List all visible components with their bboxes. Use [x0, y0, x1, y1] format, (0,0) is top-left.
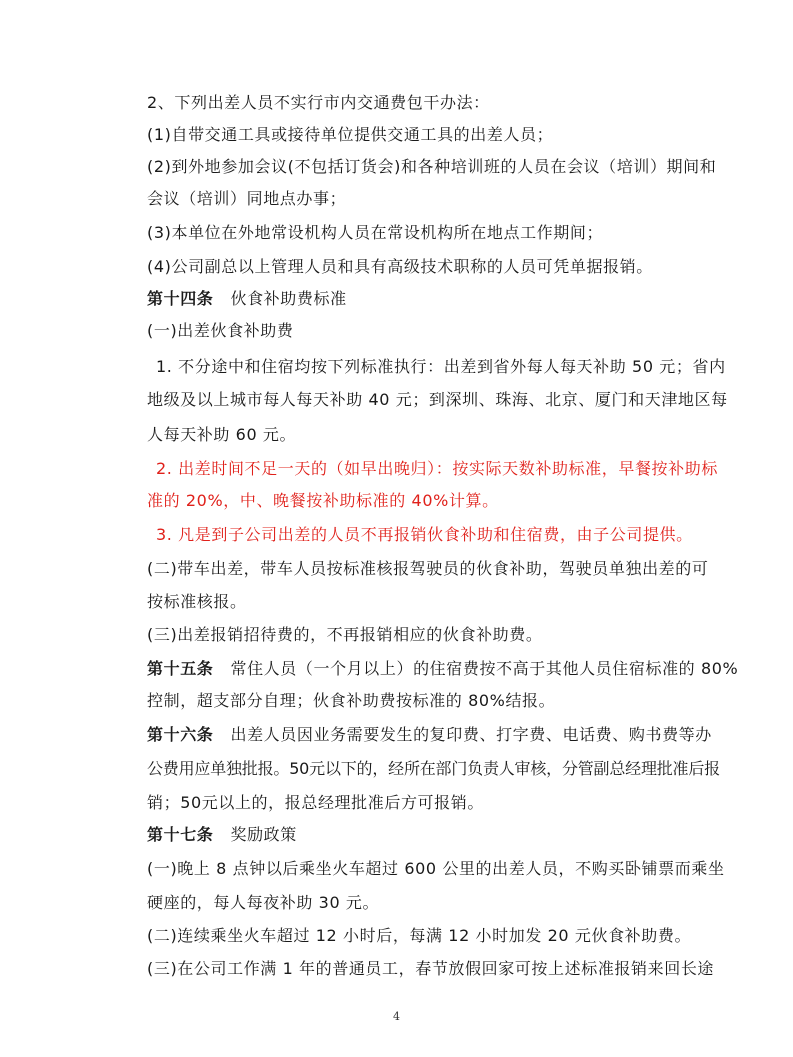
meal-item-1-line: 1. 不分途中和住宿均按下列标准执行：出差到省外每人每天补助 50 元；省内 — [156, 357, 726, 376]
article-16-line: 销；50元以上的，报总经理批准后方可报销。 — [147, 793, 484, 812]
article-17-line: 硬座的，每人每夜补助 30 元。 — [147, 893, 380, 912]
text-line: (4)公司副总以上管理人员和具有高级技术职称的人员可凭单据报销。 — [147, 257, 653, 276]
article-15-line: 控制，超支部分自理；伙食补助费按标准的 80%结报。 — [147, 691, 556, 710]
article-16-line: 公费用应单独批报。50元以下的，经所在部门负责人审核，分管副总经理批准后报 — [147, 759, 720, 778]
text-line: (1)自带交通工具或接待单位提供交通工具的出差人员； — [147, 125, 554, 144]
article-heading: 第十五条 — [147, 659, 214, 678]
article-17 — [147, 824, 297, 846]
article-heading: 第十六条 — [147, 725, 214, 744]
meal-item-1-line: 人每天补助 60 元。 — [147, 425, 297, 444]
article-heading: 第十四条 — [147, 289, 214, 308]
article-text: 出差人员因业务需要发生的复印费、打字费、电话费、购书费等办 — [230, 725, 712, 744]
meal-item-1-line: 地级及以上城市每人每天补助 40 元；到深圳、珠海、北京、厦门和天津地区每 — [147, 390, 728, 409]
meal-subsection-3: (三)出差报销招待费的，不再报销相应的伙食补助费。 — [147, 625, 543, 644]
meal-subsection-2-line: (二)带车出差，带车人员按标准核报驾驶员的伙食补助，驾驶员单独出差的可 — [147, 559, 709, 578]
article-17-line: (一)晚上 8 点钟以后乘坐火车超过 600 公里的出差人员，不购买卧铺票而乘坐 — [147, 859, 725, 878]
text-line: 2、下列出差人员不实行市内交通费包干办法： — [147, 93, 490, 112]
meal-item-2-line: 2. 出差时间不足一天的（如早出晚归）：按实际天数补助标准，早餐按补助标 — [156, 459, 718, 478]
article-17-line: (三)在公司工作满 1 年的普通员工，春节放假回家可按上述标准报销来回长途 — [147, 959, 715, 978]
article-text: 常住人员（一个月以上）的住宿费按不高于其他人员住宿标准的 80% — [230, 659, 739, 678]
text-line: (3)本单位在外地常设机构人员在常设机构所在地点工作期间； — [147, 223, 604, 242]
article-heading: 第十七条 — [147, 825, 214, 844]
article-16 — [147, 724, 712, 746]
meal-item-2-line: 准的 20%，中、晚餐按补助标准的 40%计算。 — [147, 491, 499, 510]
meal-subsection-2-line: 按标准核报。 — [147, 592, 247, 611]
text-line: 会议（培训）同地点办事； — [147, 189, 347, 208]
text-line: (2)到外地参加会议(不包括订货会)和各种培训班的人员在会议（培训）期间和 — [147, 157, 717, 176]
article-17-line: (二)连续乘坐火车超过 12 小时后，每满 12 小时加发 20 元伙食补助费。 — [147, 926, 692, 945]
meal-subsection-1: (一)出差伙食补助费 — [147, 321, 294, 340]
meal-item-3-line: 3. 凡是到子公司出差的人员不再报销伙食补助和住宿费，由子公司提供。 — [156, 525, 693, 544]
article-14 — [147, 288, 347, 310]
article-title: 伙食补助费标准 — [230, 289, 347, 308]
article-15 — [147, 658, 738, 680]
article-title: 奖励政策 — [230, 825, 297, 844]
page-number: 4 — [393, 1010, 400, 1023]
